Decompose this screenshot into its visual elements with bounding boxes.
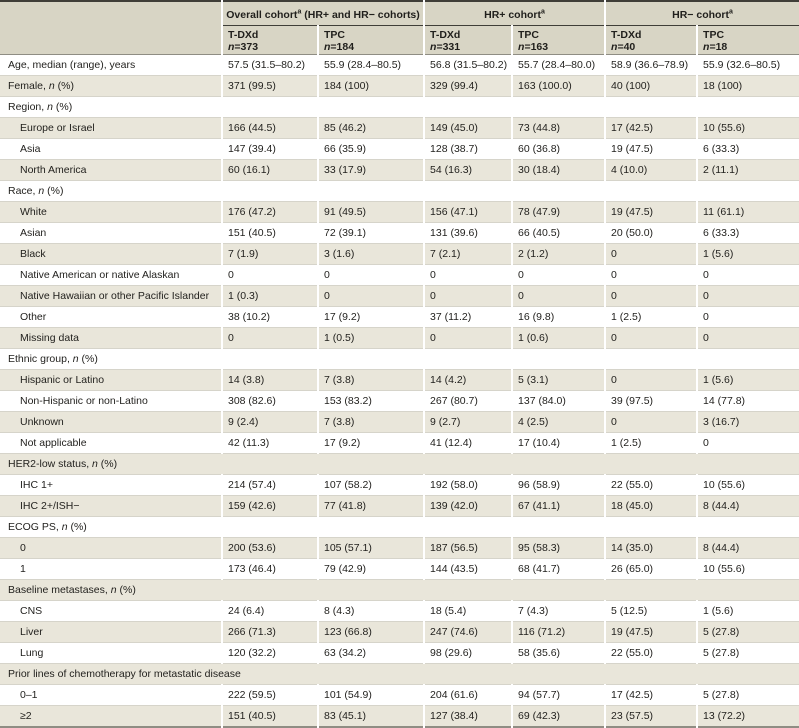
row-label: Hispanic or Latino <box>0 369 222 390</box>
row-label: CNS <box>0 600 222 621</box>
cell-value: 8 (44.4) <box>697 537 799 558</box>
row-label: Liver <box>0 621 222 642</box>
cell-value: 1 (0.5) <box>318 327 424 348</box>
cell-value: 247 (74.6) <box>424 621 512 642</box>
cell-value: 0 <box>697 264 799 285</box>
cell-value: 18 (100) <box>697 75 799 96</box>
table-head <box>0 1 799 54</box>
section-header: Baseline metastases, n (%) <box>0 579 799 600</box>
cell-value: 30 (18.4) <box>512 159 605 180</box>
column-header <box>605 25 697 54</box>
cell-value: 85 (46.2) <box>318 117 424 138</box>
table-row <box>0 306 799 327</box>
cell-value: 123 (66.8) <box>318 621 424 642</box>
cell-value: 10 (55.6) <box>697 474 799 495</box>
cell-value: 83 (45.1) <box>318 705 424 727</box>
section-header: Region, n (%) <box>0 96 799 117</box>
cell-value: 7 (1.9) <box>222 243 318 264</box>
cell-value: 58.9 (36.6–78.9) <box>605 54 697 75</box>
row-label: Europe or Israel <box>0 117 222 138</box>
cell-value: 18 (5.4) <box>424 600 512 621</box>
cell-value: 58 (35.6) <box>512 642 605 663</box>
cell-value: 1 (5.6) <box>697 243 799 264</box>
cell-value: 0 <box>605 264 697 285</box>
table-row <box>0 243 799 264</box>
cell-value: 371 (99.5) <box>222 75 318 96</box>
cell-value: 0 <box>222 327 318 348</box>
table-row <box>0 411 799 432</box>
row-label: Unknown <box>0 411 222 432</box>
cell-value: 17 (42.5) <box>605 684 697 705</box>
cell-value: 153 (83.2) <box>318 390 424 411</box>
cell-value: 137 (84.0) <box>512 390 605 411</box>
section-row <box>0 96 799 117</box>
row-label: Not applicable <box>0 432 222 453</box>
cell-value: 78 (47.9) <box>512 201 605 222</box>
cell-value: 72 (39.1) <box>318 222 424 243</box>
cell-value: 1 (0.6) <box>512 327 605 348</box>
table-row <box>0 327 799 348</box>
cell-value: 13 (72.2) <box>697 705 799 727</box>
footnote-marker: a <box>297 8 302 15</box>
row-label: ≥2 <box>0 705 222 727</box>
cell-value: 2 (1.2) <box>512 243 605 264</box>
footnote-marker: a <box>541 8 545 15</box>
row-label: Missing data <box>0 327 222 348</box>
column-header <box>318 25 424 54</box>
cell-value: 5 (3.1) <box>512 369 605 390</box>
table-row <box>0 621 799 642</box>
row-label: 1 <box>0 558 222 579</box>
cell-value: 149 (45.0) <box>424 117 512 138</box>
table-row <box>0 432 799 453</box>
cell-value: 26 (65.0) <box>605 558 697 579</box>
cell-value: 0 <box>318 264 424 285</box>
cell-value: 184 (100) <box>318 75 424 96</box>
table-row <box>0 54 799 75</box>
cell-value: 8 (44.4) <box>697 495 799 516</box>
cell-value: 120 (32.2) <box>222 642 318 663</box>
cell-value: 17 (9.2) <box>318 432 424 453</box>
cell-value: 24 (6.4) <box>222 600 318 621</box>
cell-value: 7 (3.8) <box>318 411 424 432</box>
cell-value: 5 (27.8) <box>697 642 799 663</box>
column-group-header: HR− cohort$^a$ <box>605 1 799 25</box>
cell-value: 9 (2.4) <box>222 411 318 432</box>
column-group-header: Overall cohort$^a$ (HR+ and HR− cohorts) <box>222 1 424 25</box>
cell-value: 0 <box>318 285 424 306</box>
row-label: Lung <box>0 642 222 663</box>
cell-value: 128 (38.7) <box>424 138 512 159</box>
cell-value: 7 (2.1) <box>424 243 512 264</box>
sample-size: n=184 <box>324 41 355 53</box>
cell-value: 42 (11.3) <box>222 432 318 453</box>
section-header: HER2-low status, n (%) <box>0 453 799 474</box>
table-row <box>0 600 799 621</box>
column-header-row <box>0 25 799 54</box>
cell-value: 17 (10.4) <box>512 432 605 453</box>
cell-value: 69 (42.3) <box>512 705 605 727</box>
row-label: Black <box>0 243 222 264</box>
cell-value: 39 (97.5) <box>605 390 697 411</box>
cell-value: 5 (27.8) <box>697 621 799 642</box>
section-row <box>0 453 799 474</box>
cell-value: 20 (50.0) <box>605 222 697 243</box>
cell-value: 1 (0.3) <box>222 285 318 306</box>
treatment-label: TPC <box>518 28 540 41</box>
cell-value: 0 <box>605 327 697 348</box>
cell-value: 131 (39.6) <box>424 222 512 243</box>
cell-value: 101 (54.9) <box>318 684 424 705</box>
table-row <box>0 537 799 558</box>
table-row <box>0 558 799 579</box>
table-row <box>0 390 799 411</box>
section-row <box>0 663 799 684</box>
row-label: North America <box>0 159 222 180</box>
column-header <box>512 25 605 54</box>
cell-value: 0 <box>697 306 799 327</box>
cell-value: 222 (59.5) <box>222 684 318 705</box>
cell-value: 192 (58.0) <box>424 474 512 495</box>
row-label: IHC 1+ <box>0 474 222 495</box>
cell-value: 151 (40.5) <box>222 705 318 727</box>
cell-value: 55.7 (28.4–80.0) <box>512 54 605 75</box>
row-label: White <box>0 201 222 222</box>
treatment-label: T-DXd <box>228 28 259 41</box>
cell-value: 147 (39.4) <box>222 138 318 159</box>
cell-value: 0 <box>697 432 799 453</box>
cell-value: 66 (35.9) <box>318 138 424 159</box>
column-header <box>697 25 799 54</box>
row-label: Native Hawaiian or other Pacific Islander <box>0 285 222 306</box>
cell-value: 4 (10.0) <box>605 159 697 180</box>
cell-value: 0 <box>605 369 697 390</box>
cell-value: 60 (16.1) <box>222 159 318 180</box>
cell-value: 63 (34.2) <box>318 642 424 663</box>
table-row <box>0 495 799 516</box>
cell-value: 2 (11.1) <box>697 159 799 180</box>
table-row <box>0 369 799 390</box>
cell-value: 19 (47.5) <box>605 201 697 222</box>
table-row <box>0 705 799 727</box>
cell-value: 107 (58.2) <box>318 474 424 495</box>
cell-value: 166 (44.5) <box>222 117 318 138</box>
cell-value: 22 (55.0) <box>605 474 697 495</box>
cell-value: 14 (3.8) <box>222 369 318 390</box>
cell-value: 7 (4.3) <box>512 600 605 621</box>
cell-value: 329 (99.4) <box>424 75 512 96</box>
section-row <box>0 516 799 537</box>
cell-value: 22 (55.0) <box>605 642 697 663</box>
cell-value: 0 <box>605 411 697 432</box>
treatment-label: TPC <box>703 28 725 41</box>
cell-value: 16 (9.8) <box>512 306 605 327</box>
cell-value: 156 (47.1) <box>424 201 512 222</box>
row-label: 0–1 <box>0 684 222 705</box>
cell-value: 11 (61.1) <box>697 201 799 222</box>
column-header <box>424 25 512 54</box>
cell-value: 91 (49.5) <box>318 201 424 222</box>
section-header: Ethnic group, n (%) <box>0 348 799 369</box>
cell-value: 1 (5.6) <box>697 600 799 621</box>
cell-value: 98 (29.6) <box>424 642 512 663</box>
cell-value: 41 (12.4) <box>424 432 512 453</box>
corner-cell <box>0 1 222 25</box>
row-label: Other <box>0 306 222 327</box>
row-label: Asian <box>0 222 222 243</box>
cell-value: 7 (3.8) <box>318 369 424 390</box>
column-group-header: HR+ cohort$^a$ <box>424 1 605 25</box>
row-label: Native American or native Alaskan <box>0 264 222 285</box>
section-row <box>0 348 799 369</box>
cell-value: 18 (45.0) <box>605 495 697 516</box>
table-row <box>0 474 799 495</box>
cell-value: 77 (41.8) <box>318 495 424 516</box>
cell-value: 8 (4.3) <box>318 600 424 621</box>
cell-value: 10 (55.6) <box>697 117 799 138</box>
cell-value: 6 (33.3) <box>697 222 799 243</box>
cell-value: 38 (10.2) <box>222 306 318 327</box>
cell-value: 159 (42.6) <box>222 495 318 516</box>
cell-value: 151 (40.5) <box>222 222 318 243</box>
cell-value: 67 (41.1) <box>512 495 605 516</box>
cell-value: 0 <box>424 285 512 306</box>
cell-value: 23 (57.5) <box>605 705 697 727</box>
cell-value: 73 (44.8) <box>512 117 605 138</box>
section-row <box>0 180 799 201</box>
table-row <box>0 285 799 306</box>
cell-value: 9 (2.7) <box>424 411 512 432</box>
section-row <box>0 579 799 600</box>
cell-value: 55.9 (28.4–80.5) <box>318 54 424 75</box>
cell-value: 187 (56.5) <box>424 537 512 558</box>
cell-value: 1 (2.5) <box>605 432 697 453</box>
treatment-label: T-DXd <box>611 28 642 41</box>
cell-value: 10 (55.6) <box>697 558 799 579</box>
sample-size: n=40 <box>611 41 636 53</box>
cell-value: 4 (2.5) <box>512 411 605 432</box>
sample-size: n=373 <box>228 41 259 53</box>
cell-value: 267 (80.7) <box>424 390 512 411</box>
row-label: Female, n (%) <box>0 75 222 96</box>
cell-value: 3 (1.6) <box>318 243 424 264</box>
cell-value: 0 <box>424 264 512 285</box>
cell-value: 0 <box>512 285 605 306</box>
column-header <box>222 25 318 54</box>
cell-value: 56.8 (31.5–80.2) <box>424 54 512 75</box>
table-row <box>0 138 799 159</box>
cell-value: 66 (40.5) <box>512 222 605 243</box>
table-row <box>0 75 799 96</box>
cell-value: 17 (42.5) <box>605 117 697 138</box>
cell-value: 14 (77.8) <box>697 390 799 411</box>
section-header: Race, n (%) <box>0 180 799 201</box>
cell-value: 308 (82.6) <box>222 390 318 411</box>
table-row <box>0 159 799 180</box>
section-header: ECOG PS, n (%) <box>0 516 799 537</box>
cell-value: 40 (100) <box>605 75 697 96</box>
cell-value: 14 (4.2) <box>424 369 512 390</box>
treatment-label: TPC <box>324 28 345 41</box>
cell-value: 173 (46.4) <box>222 558 318 579</box>
cell-value: 79 (42.9) <box>318 558 424 579</box>
row-label: 0 <box>0 537 222 558</box>
table-row <box>0 117 799 138</box>
table-body <box>0 54 799 727</box>
cell-value: 37 (11.2) <box>424 306 512 327</box>
cell-value: 204 (61.6) <box>424 684 512 705</box>
row-label: Age, median (range), years <box>8 58 136 71</box>
cell-value: 127 (38.4) <box>424 705 512 727</box>
cell-value: 116 (71.2) <box>512 621 605 642</box>
treatment-label: T-DXd <box>430 28 461 41</box>
row-label: Non-Hispanic or non-Latino <box>0 390 222 411</box>
cell-value: 14 (35.0) <box>605 537 697 558</box>
cell-value: 19 (47.5) <box>605 138 697 159</box>
cell-value: 19 (47.5) <box>605 621 697 642</box>
corner-cell <box>0 25 222 54</box>
sample-size: n=18 <box>703 41 728 53</box>
cell-value: 200 (53.6) <box>222 537 318 558</box>
cell-value: 0 <box>605 243 697 264</box>
cell-value: 0 <box>697 327 799 348</box>
cell-value: 3 (16.7) <box>697 411 799 432</box>
cell-value: 54 (16.3) <box>424 159 512 180</box>
cell-value: 96 (58.9) <box>512 474 605 495</box>
cell-value: 6 (33.3) <box>697 138 799 159</box>
cell-value: 163 (100.0) <box>512 75 605 96</box>
cell-value: 144 (43.5) <box>424 558 512 579</box>
cell-value: 1 (5.6) <box>697 369 799 390</box>
cell-value: 33 (17.9) <box>318 159 424 180</box>
cell-value: 94 (57.7) <box>512 684 605 705</box>
row-label: IHC 2+/ISH− <box>0 495 222 516</box>
cell-value: 0 <box>424 327 512 348</box>
footnote-marker: a <box>729 8 733 15</box>
cell-value: 0 <box>697 285 799 306</box>
cell-value: 0 <box>605 285 697 306</box>
table-row <box>0 264 799 285</box>
table-row <box>0 642 799 663</box>
cell-value: 95 (58.3) <box>512 537 605 558</box>
cell-value: 68 (41.7) <box>512 558 605 579</box>
cell-value: 17 (9.2) <box>318 306 424 327</box>
cell-value: 139 (42.0) <box>424 495 512 516</box>
row-label: Asia <box>0 138 222 159</box>
cell-value: 5 (12.5) <box>605 600 697 621</box>
sample-size: n=331 <box>430 41 461 53</box>
cell-value: 55.9 (32.6–80.5) <box>697 54 799 75</box>
cell-value: 214 (57.4) <box>222 474 318 495</box>
cell-value: 0 <box>512 264 605 285</box>
cell-value: 1 (2.5) <box>605 306 697 327</box>
cell-value: 0 <box>222 264 318 285</box>
cell-value: 105 (57.1) <box>318 537 424 558</box>
table-row <box>0 222 799 243</box>
cell-value: 266 (71.3) <box>222 621 318 642</box>
cell-value: 57.5 (31.5–80.2) <box>222 54 318 75</box>
cell-value: 176 (47.2) <box>222 201 318 222</box>
table-row <box>0 201 799 222</box>
group-header-row <box>0 1 799 25</box>
table-row <box>0 684 799 705</box>
section-header: Prior lines of chemotherapy for metastatic disease <box>0 663 799 684</box>
cell-value: 60 (36.8) <box>512 138 605 159</box>
sample-size: n=163 <box>518 41 549 53</box>
cell-value: 5 (27.8) <box>697 684 799 705</box>
